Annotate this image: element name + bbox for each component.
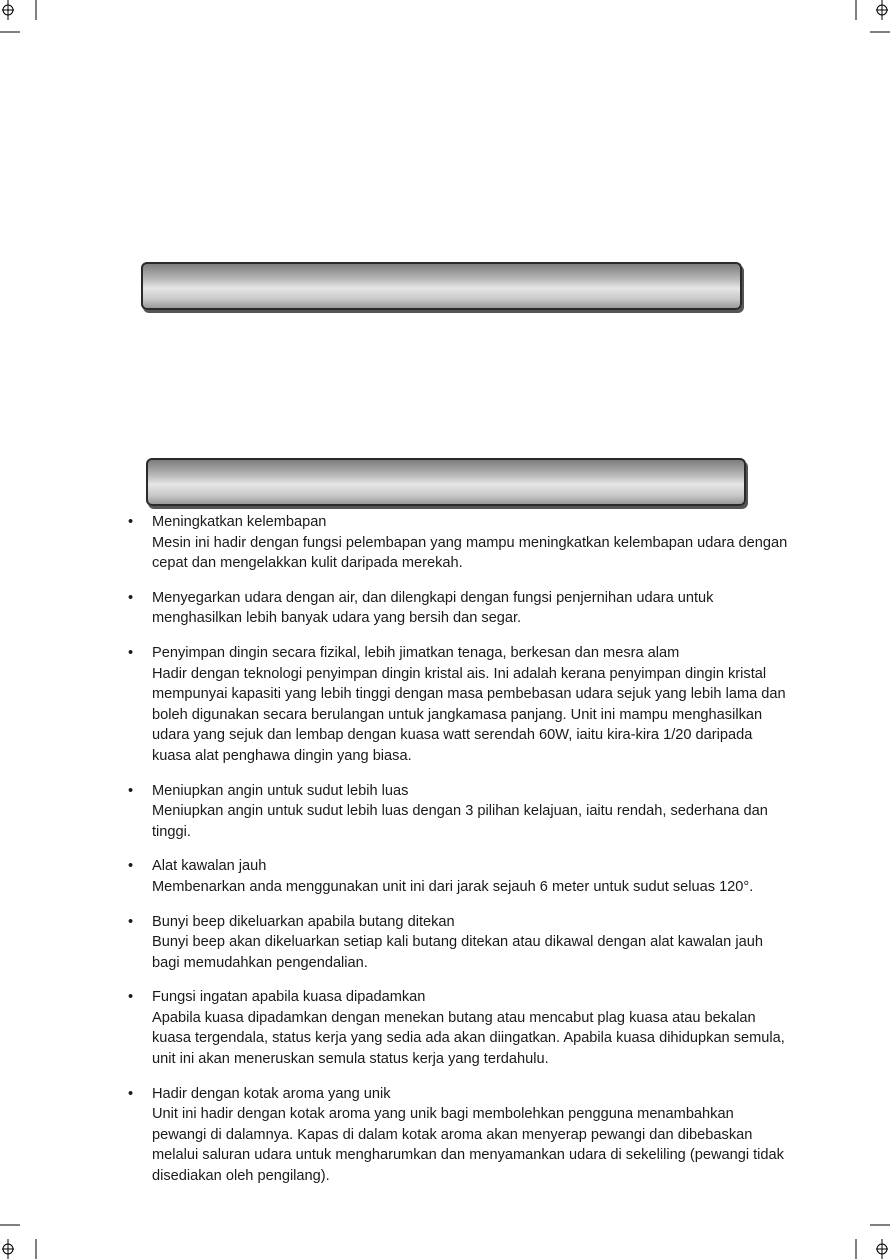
crop-mark-bottom-right xyxy=(850,1219,890,1259)
bullet-icon: • xyxy=(128,1085,134,1102)
feature-title: Fungsi ingatan apabila kuasa dipadamkan xyxy=(152,989,426,1006)
feature-item xyxy=(128,512,788,574)
feature-item xyxy=(128,781,788,843)
feature-description: Apabila kuasa dipadamkan dengan menekan butang atau mencabut plag kuasa atau bekalan kuasa tergendala, status kerja yang sedia ada akan diingatkan. Apabila kuasa dihidupkan semula, unit ini akan meneruskan semula status kerja yang terdahulu. xyxy=(152,1009,785,1068)
feature-item xyxy=(128,1084,788,1187)
bullet-icon: • xyxy=(128,782,134,799)
feature-description: Mesin ini hadir dengan fungsi pelembapan yang mampu meningkatkan kelembapan udara dengan cepat dan mengelakkan kulit daripada merekah. xyxy=(152,534,788,572)
feature-item xyxy=(128,588,788,629)
feature-description: Unit ini hadir dengan kotak aroma yang unik bagi membolehkan pengguna menambahkan pewangi di dalamnya. Kapas di dalam kotak aroma akan menyerap pewangi dan dibebaskan melalui saluran udara untuk mengharumkan dan menyamankan udara di sekeliling (pewangi tidak disediakan oleh pengilang). xyxy=(152,1106,784,1185)
section-header-bar-1 xyxy=(141,262,742,310)
bullet-icon: • xyxy=(128,514,134,530)
section-header-bar-2 xyxy=(146,458,746,506)
feature-title: Alat kawalan jauh xyxy=(152,858,267,875)
feature-item xyxy=(128,912,788,974)
feature-title: Penyimpan dingin secara fizikal, lebih jimatkan tenaga, berkesan dan mesra alam xyxy=(152,644,680,661)
feature-title: Hadir dengan kotak aroma yang unik xyxy=(152,1085,391,1102)
feature-item xyxy=(128,856,788,897)
feature-description: Membenarkan anda menggunakan unit ini dari jarak sejauh 6 meter untuk sudut seluas 120°. xyxy=(152,878,754,895)
feature-list xyxy=(128,512,788,1201)
crop-mark-bottom-left xyxy=(0,1219,40,1259)
feature-item xyxy=(128,987,788,1069)
feature-title: Menyegarkan udara dengan air, dan dilengkapi dengan fungsi penjernihan udara untuk menghasilkan lebih banyak udara yang bersih dan segar. xyxy=(152,589,714,627)
bullet-icon: • xyxy=(128,644,134,661)
feature-title: Meniupkan angin untuk sudut lebih luas xyxy=(152,782,409,799)
crop-mark-top-right xyxy=(850,0,890,40)
bullet-icon: • xyxy=(128,913,134,930)
bullet-icon: • xyxy=(128,858,134,875)
bullet-icon: • xyxy=(128,989,134,1006)
feature-title: Meningkatkan kelembapan xyxy=(152,514,327,530)
crop-mark-top-left xyxy=(0,0,40,40)
feature-description: Bunyi beep akan dikeluarkan setiap kali butang ditekan atau dikawal dengan alat kawalan jauh bagi memudahkan pengendalian. xyxy=(152,934,763,971)
feature-description: Hadir dengan teknologi penyimpan dingin kristal ais. Ini adalah kerana penyimpan dingin kristal mempunyai kapasiti yang lebih tinggi dengan masa pembebasan udara sejuk yang lebih lama dan boleh digunakan secara berulangan untuk jangkamasa panjang. Unit ini mampu menghasilkan udara yang sejuk dan lembap dengan kuasa watt serendah 60W, iaitu kira-kira 1/20 daripada kuasa alat penghawa dingin yang biasa. xyxy=(152,665,786,764)
feature-title: Bunyi beep dikeluarkan apabila butang ditekan xyxy=(152,913,455,930)
feature-item xyxy=(128,643,788,767)
feature-description: Meniupkan angin untuk sudut lebih luas dengan 3 pilihan kelajuan, iaitu rendah, sederhana dan tinggi. xyxy=(152,803,768,840)
bullet-icon: • xyxy=(128,589,134,606)
